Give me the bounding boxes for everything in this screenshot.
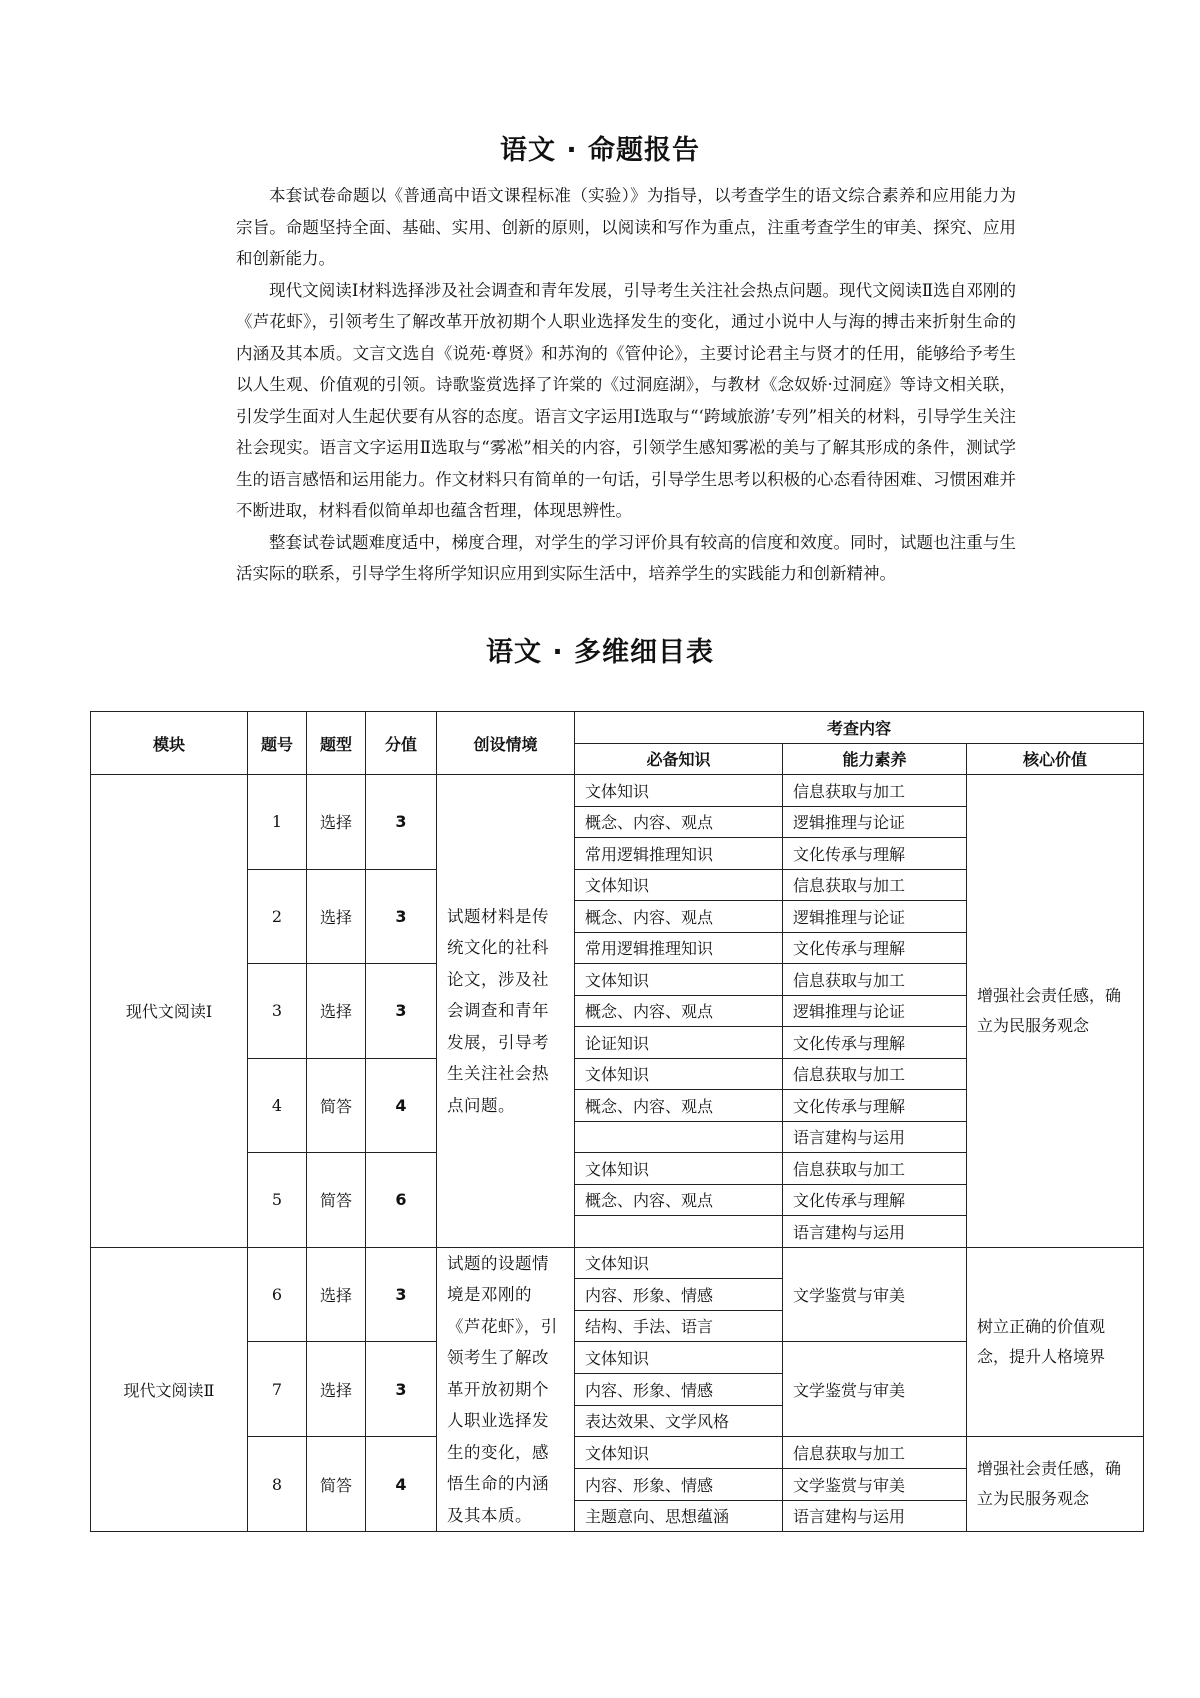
report-title: 语文 · 命题报告 [499, 135, 701, 166]
knowledge-cell: 文体知识 [575, 869, 783, 901]
qtype-cell: 简答 [307, 1058, 366, 1153]
score-cell: 4 [366, 1437, 437, 1532]
score-cell: 6 [366, 1153, 437, 1248]
scenario-cell: 试题的设题情境是邓刚的《芦花虾》，引领考生了解改革开放初期个人职业选择发生的变化，感悟生命的内涵及其本质。 [437, 1247, 575, 1532]
knowledge-cell [575, 1216, 783, 1248]
header-knowledge: 必备知识 [575, 743, 783, 775]
ability-cell: 语言建构与运用 [783, 1216, 967, 1248]
header-module: 模块 [91, 712, 248, 775]
ability-cell: 语言建构与运用 [783, 1121, 967, 1153]
knowledge-cell: 文体知识 [575, 1342, 783, 1374]
ability-cell: 文化传承与理解 [783, 1090, 967, 1122]
knowledge-cell: 文体知识 [575, 964, 783, 996]
report-paragraph: 本套试卷命题以《普通高中语文课程标准（实验）》为指导，以考查学生的语文综合素养和应用能力为宗旨。命题坚持全面、基础、实用、创新的原则，以阅读和写作为重点，注重考查学生的审美、探究、应用和创新能力。 [236, 186, 1016, 268]
qtype-cell: 选择 [307, 869, 366, 964]
qno-cell: 3 [248, 964, 307, 1059]
qtype-cell: 简答 [307, 1437, 366, 1532]
header-scenario: 创设情境 [437, 712, 575, 775]
knowledge-cell: 内容、形象、情感 [575, 1374, 783, 1406]
ability-cell: 文学鉴赏与审美 [783, 1469, 967, 1501]
knowledge-cell: 文体知识 [575, 1153, 783, 1185]
report-paragraph: 现代文阅读Ⅰ材料选择涉及社会调查和青年发展，引导考生关注社会热点问题。现代文阅读Ⅱ选自邓刚的《芦花虾》，引领考生了解改革开放初期个人职业选择发生的变化，通过小说中人与海的搏击来折射生命的内涵及其本质。文言文选自《说苑·尊贤》和苏洵的《管仲论》，主要讨论君主与贤才的任用，能够给予考生以人生观、价值观的引领。诗歌鉴赏选择了许棠的《过洞庭湖》，与教材《念奴娇·过洞庭》等诗文相关联，引发学生面对人生起伏要有从容的态度。语言文字运用Ⅰ选取与“‘跨域旅游’专列”相关的材料，引导学生关注社会现实。语言文字运用Ⅱ选取与“雾凇”相关的内容，引领学生感知雾凇的美与了解其形成的条件，测试学生的语言感悟和运用能力。作文材料只有简单的一句话，引导学生思考以积极的心态看待困难、习惯困难并不断进取，材料看似简单却也蕴含哲理，体现思辨性。 [236, 280, 1016, 520]
knowledge-cell: 常用逻辑推理知识 [575, 838, 783, 870]
value-cell: 增强社会责任感，确立为民服务观念 [967, 1437, 1144, 1532]
knowledge-cell: 内容、形象、情感 [575, 1469, 783, 1501]
detail-table [90, 711, 1144, 1532]
qno-cell: 5 [248, 1153, 307, 1248]
ability-cell: 信息获取与加工 [783, 1153, 967, 1185]
table-header-row [91, 712, 1144, 744]
ability-cell: 文化传承与理解 [783, 1184, 967, 1216]
qno-cell: 1 [248, 775, 307, 870]
score-cell: 3 [366, 775, 437, 870]
knowledge-cell: 概念、内容、观点 [575, 901, 783, 933]
knowledge-cell: 表达效果、文学风格 [575, 1405, 783, 1437]
ability-cell: 逻辑推理与论证 [783, 806, 967, 838]
header-qno: 题号 [248, 712, 307, 775]
ability-cell: 信息获取与加工 [783, 869, 967, 901]
knowledge-cell: 概念、内容、观点 [575, 995, 783, 1027]
ability-cell: 逻辑推理与论证 [783, 995, 967, 1027]
qno-cell: 4 [248, 1058, 307, 1153]
header-qtype: 题型 [307, 712, 366, 775]
knowledge-cell: 常用逻辑推理知识 [575, 932, 783, 964]
table-row [91, 1247, 1144, 1279]
knowledge-cell: 文体知识 [575, 1058, 783, 1090]
ability-cell: 文化传承与理解 [783, 1027, 967, 1059]
ability-cell: 逻辑推理与论证 [783, 901, 967, 933]
qno-cell: 6 [248, 1247, 307, 1342]
module-cell: 现代文阅读Ⅱ [91, 1247, 248, 1532]
header-ability: 能力素养 [783, 743, 967, 775]
knowledge-cell [575, 1121, 783, 1153]
knowledge-cell: 文体知识 [575, 1437, 783, 1469]
knowledge-cell: 概念、内容、观点 [575, 806, 783, 838]
knowledge-cell: 论证知识 [575, 1027, 783, 1059]
qno-cell: 7 [248, 1342, 307, 1437]
table-title: 语文 · 多维细目表 [485, 637, 715, 668]
score-cell: 3 [366, 964, 437, 1059]
knowledge-cell: 概念、内容、观点 [575, 1090, 783, 1122]
qtype-cell: 选择 [307, 1342, 366, 1437]
knowledge-cell: 内容、形象、情感 [575, 1279, 783, 1311]
score-cell: 4 [366, 1058, 437, 1153]
score-cell: 3 [366, 1342, 437, 1437]
ability-cell: 信息获取与加工 [783, 1058, 967, 1090]
module-cell: 现代文阅读Ⅰ [91, 775, 248, 1248]
knowledge-cell: 文体知识 [575, 1247, 783, 1279]
ability-cell: 信息获取与加工 [783, 775, 967, 807]
ability-cell: 文学鉴赏与审美 [783, 1342, 967, 1437]
qtype-cell: 选择 [307, 1247, 366, 1342]
knowledge-cell: 结构、手法、语言 [575, 1310, 783, 1342]
qtype-cell: 选择 [307, 775, 366, 870]
ability-cell: 信息获取与加工 [783, 964, 967, 996]
ability-cell: 文化传承与理解 [783, 932, 967, 964]
qno-cell: 2 [248, 869, 307, 964]
scenario-cell: 试题材料是传统文化的社科论文，涉及社会调查和青年发展，引导考生关注社会热点问题。 [437, 775, 575, 1248]
value-cell: 增强社会责任感，确立为民服务观念 [967, 775, 1144, 1248]
knowledge-cell: 主题意向、思想蕴涵 [575, 1500, 783, 1532]
table-row [91, 1437, 1144, 1469]
qtype-cell: 选择 [307, 964, 366, 1059]
value-cell: 树立正确的价值观念，提升人格境界 [967, 1247, 1144, 1437]
report-paragraph: 整套试卷试题难度适中，梯度合理，对学生的学习评价具有较高的信度和效度。同时，试题也注重与生活实际的联系，引导学生将所学知识应用到实际生活中，培养学生的实践能力和创新精神。 [236, 532, 1016, 583]
qno-cell: 8 [248, 1437, 307, 1532]
header-value: 核心价值 [967, 743, 1144, 775]
ability-cell: 文学鉴赏与审美 [783, 1247, 967, 1342]
knowledge-cell: 概念、内容、观点 [575, 1184, 783, 1216]
qtype-cell: 简答 [307, 1153, 366, 1248]
header-content: 考查内容 [575, 712, 1144, 744]
knowledge-cell: 文体知识 [575, 775, 783, 807]
table-row [91, 775, 1144, 807]
ability-cell: 信息获取与加工 [783, 1437, 967, 1469]
score-cell: 3 [366, 869, 437, 964]
score-cell: 3 [366, 1247, 437, 1342]
ability-cell: 语言建构与运用 [783, 1500, 967, 1532]
report-body [236, 180, 1016, 590]
ability-cell: 文化传承与理解 [783, 838, 967, 870]
header-score: 分值 [366, 712, 437, 775]
